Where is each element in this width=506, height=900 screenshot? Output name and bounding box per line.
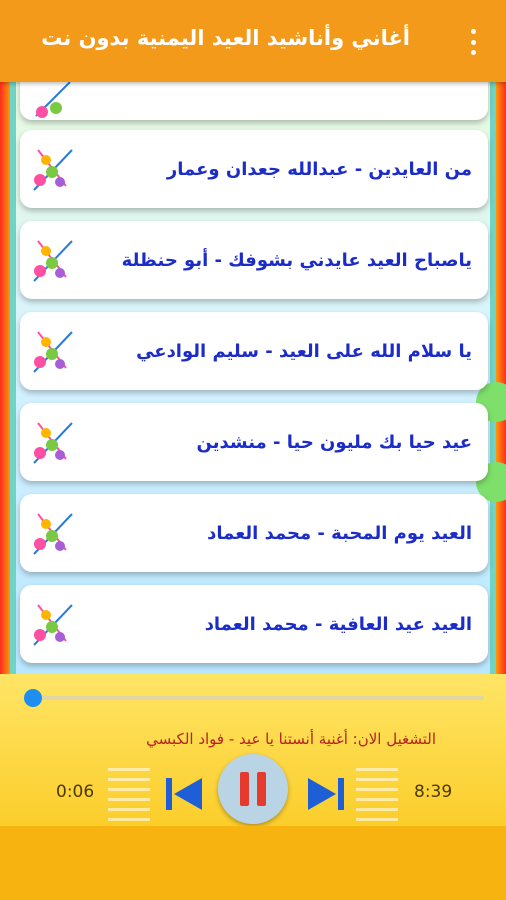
elapsed-time: 0:06 (56, 782, 95, 802)
song-title: العيد عيد العافية - محمد العماد (204, 613, 472, 635)
song-list-item[interactable] (20, 494, 488, 572)
skip-next-icon[interactable] (304, 772, 348, 816)
song-title: ياصباح العيد عايدني بشوفك - أبو حنظلة (121, 249, 472, 271)
app-bar (0, 0, 506, 82)
music-notes-icon (26, 506, 80, 560)
music-notes-icon (26, 82, 80, 120)
song-title: العيد يوم المحبة - محمد العماد (207, 522, 472, 544)
song-list-item-partial[interactable] (20, 82, 488, 120)
app-title: أغاني وأناشيد العيد اليمنية بدون نت (41, 26, 410, 50)
skip-previous-icon[interactable] (162, 772, 206, 816)
now-playing-text: التشغيل الان: أغنية أنستنا يا عيد - فواد الكبسي (146, 730, 436, 748)
song-title: من العايدين - عبدالله جعدان وعمار (166, 158, 472, 180)
song-list-item[interactable] (20, 312, 488, 390)
music-notes-icon (26, 233, 80, 287)
seek-bar-thumb[interactable] (24, 689, 42, 707)
pause-button[interactable] (218, 754, 288, 824)
music-notes-icon (26, 597, 80, 651)
overflow-menu-icon[interactable] (458, 27, 488, 57)
song-list-item[interactable] (20, 403, 488, 481)
bottom-bar (0, 826, 506, 900)
seek-bar[interactable] (28, 696, 484, 700)
song-list-item[interactable] (20, 585, 488, 663)
decorative-stripes (356, 768, 398, 828)
song-title: يا سلام الله على العيد - سليم الوادعي (136, 340, 472, 362)
song-title: عيد حيا بك مليون حيا - منشدين (196, 431, 472, 453)
music-notes-icon (26, 415, 80, 469)
decorative-stripes (108, 768, 150, 828)
total-duration: 8:39 (414, 782, 453, 802)
song-list-item[interactable] (20, 130, 488, 208)
song-list-item[interactable] (20, 221, 488, 299)
music-notes-icon (26, 324, 80, 378)
music-notes-icon (26, 142, 80, 196)
song-list-area[interactable] (0, 82, 506, 674)
